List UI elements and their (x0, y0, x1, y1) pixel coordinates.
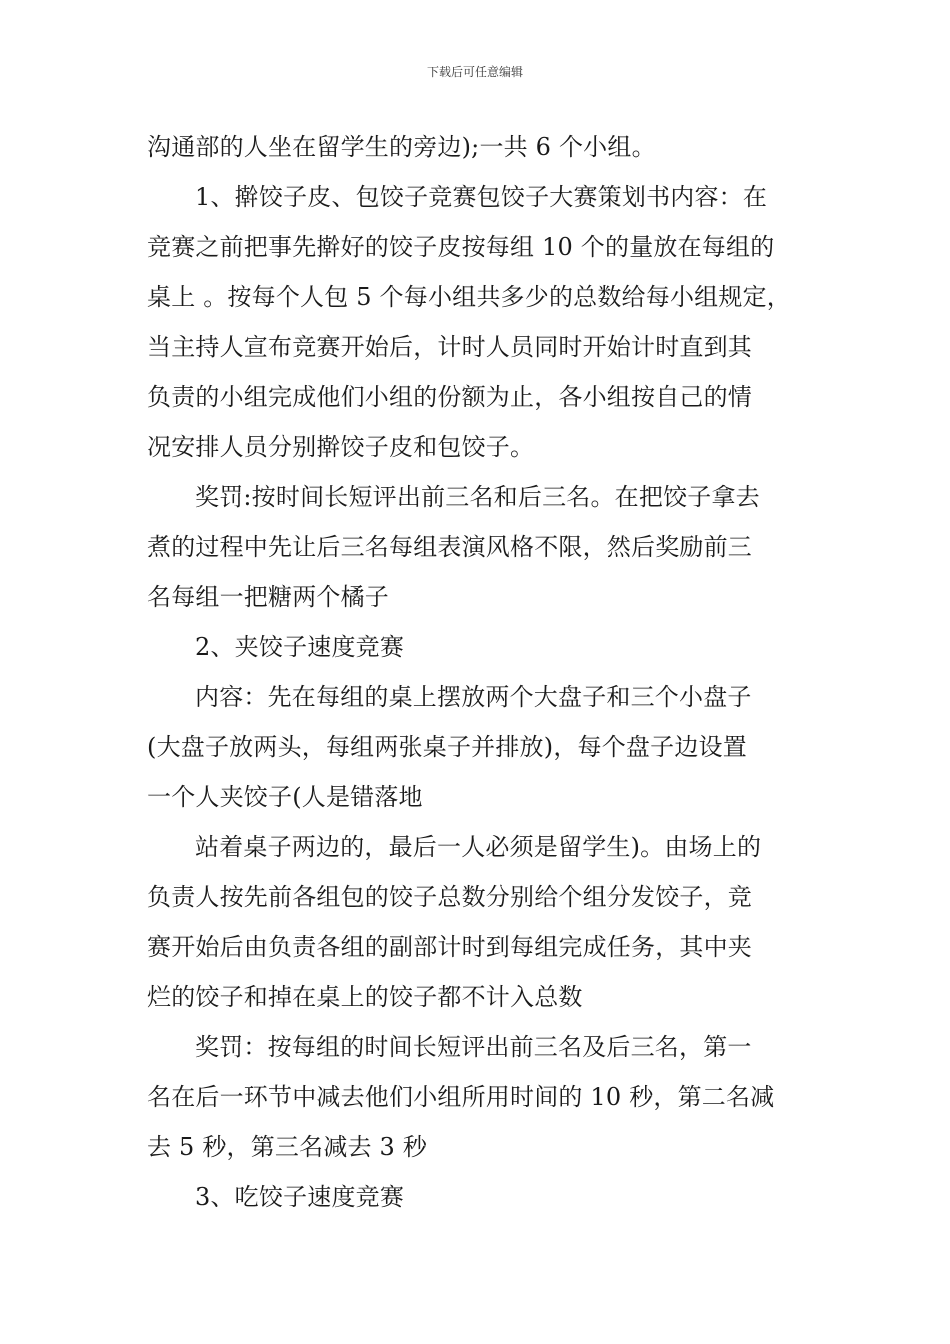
body-line: 名在后一环节中减去他们小组所用时间的 10 秒，第二名减 (147, 1083, 775, 1111)
page-header: 下载后可任意编辑 (426, 65, 523, 79)
body-line: 赛开始后由负责各组的副部计时到每组完成任务，其中夹 (147, 933, 752, 961)
body-line: 况安排人员分别擀饺子皮和包饺子。 (147, 433, 535, 461)
body-line: 烂的饺子和掉在桌上的饺子都不计入总数 (147, 983, 583, 1011)
body-line: 名每组一把糖两个橘子 (147, 583, 389, 611)
body-line: 沟通部的人坐在留学生的旁边);一共 6 个小组。 (147, 133, 656, 161)
body-line: 站着桌子两边的，最后一人必须是留学生)。由场上的 (195, 833, 762, 861)
body-line: 2、夹饺子速度竞赛 (195, 633, 405, 661)
body-line: 去 5 秒，第三名减去 3 秒 (147, 1133, 428, 1161)
body-line: 负责人按先前各组包的饺子总数分别给个组分发饺子，竞 (147, 883, 752, 911)
body-line: 一个人夹饺子(人是错落地 (147, 783, 423, 811)
body-line: 桌上 。按每个人包 5 个每小组共多少的总数给每小组规定， (147, 283, 791, 311)
body-line: 1、擀饺子皮、包饺子竞赛包饺子大赛策划书内容：在 (195, 183, 768, 211)
body-line: 竞赛之前把事先擀好的饺子皮按每组 10 个的量放在每组的 (147, 233, 775, 261)
body-line: 3、吃饺子速度竞赛 (195, 1183, 405, 1211)
body-line: (大盘子放两头，每组两张桌子并排放)，每个盘子边设置 (147, 733, 747, 761)
body-line: 奖罚:按时间长短评出前三名和后三名。在把饺子拿去 (195, 483, 760, 511)
body-line: 煮的过程中先让后三名每组表演风格不限，然后奖励前三 (147, 533, 752, 561)
body-line: 内容：先在每组的桌上摆放两个大盘子和三个小盘子 (195, 683, 752, 711)
body-line: 奖罚：按每组的时间长短评出前三名及后三名，第一 (195, 1033, 752, 1061)
body-line: 当主持人宣布竞赛开始后，计时人员同时开始计时直到其 (147, 333, 752, 361)
body-line: 负责的小组完成他们小组的份额为止，各小组按自己的情 (147, 383, 752, 411)
document-body (147, 122, 827, 1222)
